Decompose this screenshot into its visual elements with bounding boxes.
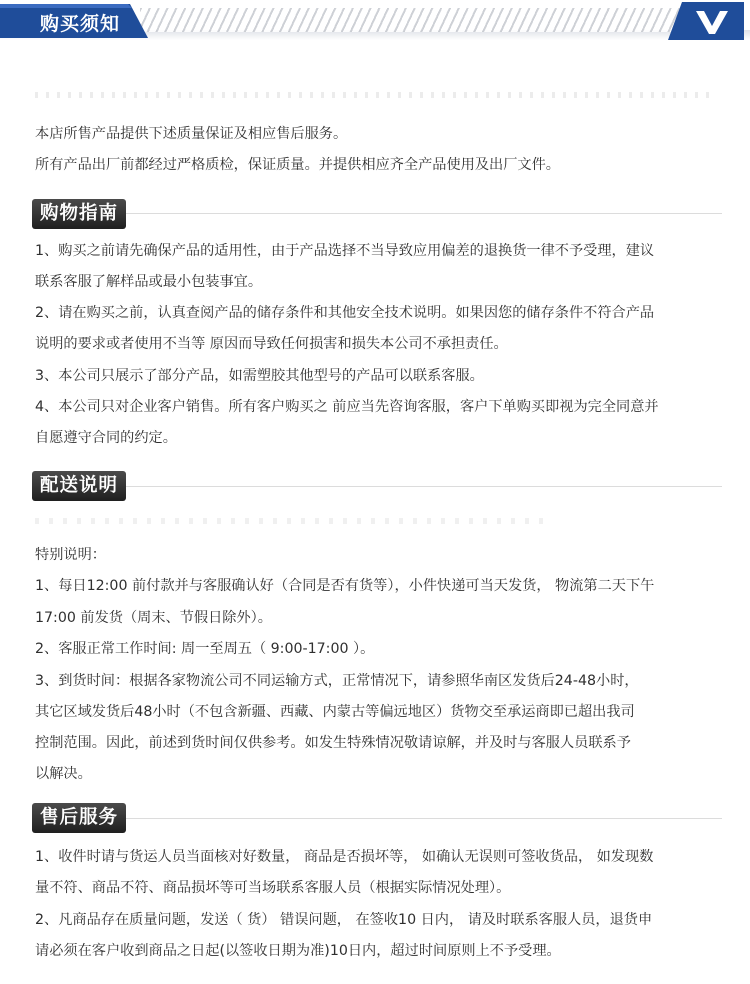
guide-line: 2、请在购买之前，认真查阅产品的储存条件和其他安全技术说明。如果因您的储存条件不符合产品 xyxy=(35,305,655,321)
delivery-line: 特别说明： xyxy=(35,547,106,563)
delivery-line: 其它区域发货后48小时（不包含新疆、西藏、内蒙古等偏远地区）货物交至承运商即已超出我司 xyxy=(35,704,635,720)
section-rule xyxy=(32,486,722,487)
guide-line: 3、本公司只展示了部分产品，如需塑胶其他型号的产品可以联系客服。 xyxy=(35,368,484,384)
banner-stripes xyxy=(140,8,680,32)
after-sales-line: 1、收件时请与货运人员当面核对好数量， 商品是否损坏等， 如确认无误则可签收货品， 如发现数 xyxy=(35,849,654,865)
delivery-line: 1、每日12:00 前付款并与客服确认好（合同是否有货等），小件快递可当天发货， 物流第二天下午 xyxy=(35,578,655,594)
faint-divider-strip xyxy=(35,92,715,98)
guide-line: 4、本公司只对企业客户销售。所有客户购买之 前应当先咨询客服，客户下单购买即视为完全同意并 xyxy=(35,399,659,415)
intro-line: 所有产品出厂前都经过严格质检，保证质量。并提供相应齐全产品使用及出厂文件。 xyxy=(35,157,560,173)
guide-line: 自愿遵守合同的约定。 xyxy=(35,430,177,446)
brand-v-logo-icon xyxy=(668,2,744,40)
after-sales-line: 请必须在客户收到商品之日起(以签收日期为准)10日内，超过时间原则上不予受理。 xyxy=(35,943,561,959)
delivery-line: 控制范围。因此，前述到货时间仅供参考。如发生特殊情况敬请谅解，并及时与客服人员联系予 xyxy=(35,735,631,751)
section-rule xyxy=(32,818,722,819)
section-rule xyxy=(32,213,722,214)
delivery-line: 3、到货时间：根据各家物流公司不同运输方式，正常情况下，请参照华南区发货后24-48小时， xyxy=(35,673,639,689)
guide-line: 联系客服了解样品或最小包装事宜。 xyxy=(35,274,263,290)
intro-line: 本店所售产品提供下述质量保证及相应售后服务。 xyxy=(35,126,348,142)
guide-line: 说明的要求或者使用不当等 原因而导致任何损害和损失本公司不承担责任。 xyxy=(35,336,508,352)
banner-title: 购买须知 xyxy=(40,13,121,35)
faint-divider-strip xyxy=(35,518,545,524)
section-heading-delivery: 配送说明 xyxy=(32,471,126,501)
guide-line: 1、购买之前请先确保产品的适用性，由于产品选择不当导致应用偏差的退换货一律不予受理，建议 xyxy=(35,243,655,259)
delivery-line: 17:00 前发货（周末、节假日除外）。 xyxy=(35,610,272,626)
top-banner xyxy=(0,0,750,44)
delivery-line: 以解决。 xyxy=(35,766,92,782)
after-sales-line: 2、凡商品存在质量问题，发送（ 货） 错误问题， 在签收10 日内， 请及时联系客服人员，退货申 xyxy=(35,912,653,928)
after-sales-line: 量不符、商品不符、商品损坏等可当场联系客服人员（根据实际情况处理）。 xyxy=(35,880,511,896)
delivery-line: 2、客服正常工作时间: 周一至周五（ 9:00-17:00 ）。 xyxy=(35,641,375,657)
section-heading-after-sales: 售后服务 xyxy=(32,803,126,833)
section-heading-shopping-guide: 购物指南 xyxy=(32,199,126,229)
